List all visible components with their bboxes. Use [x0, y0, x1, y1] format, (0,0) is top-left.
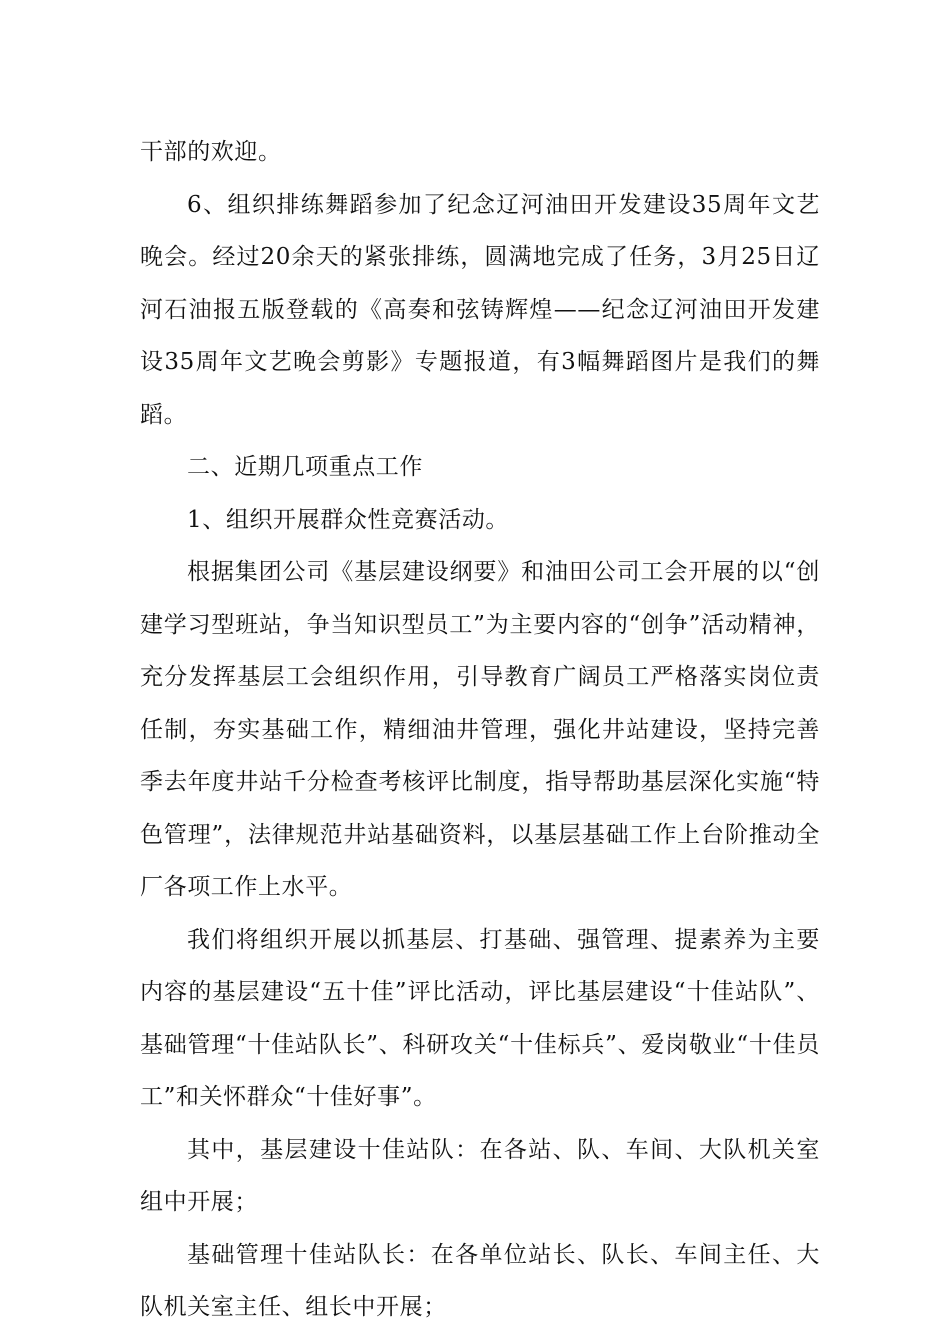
paragraph-fifty-best: 我们将组织开展以抓基层、打基础、强管理、提素养为主要内容的基层建设“五十佳”评比活动，评比基层建设“十佳站队”、基础管理“十佳站队长”、科研攻关“十佳标兵”、爱岗敬业“十佳员工”和关怀群众“十佳好事”。	[140, 926, 820, 1110]
paragraph-dance-rehearsal: 6、组织排练舞蹈参加了纪念辽河油田开发建设35周年文艺晚会。经过20余天的紧张排练，圆满地完成了任务，3月25日辽河石油报五版登载的《高奏和弦铸辉煌——纪念辽河油田开发建设35周年文艺晚会剪影》专题报道，有3幅舞蹈图片是我们的舞蹈。	[140, 191, 820, 428]
paragraph-best-team-leaders: 基础管理十佳站队长：在各单位站长、队长、车间主任、大队机关室主任、组长中开展；	[140, 1241, 820, 1320]
paragraph-best-teams: 其中，基层建设十佳站队：在各站、队、车间、大队机关室组中开展；	[140, 1136, 820, 1215]
section-heading-key-work: 二、近期几项重点工作	[187, 454, 423, 480]
paragraph-welcome: 干部的欢迎。	[140, 139, 282, 165]
subheading-competition: 1、组织开展群众性竞赛活动。	[187, 506, 510, 533]
paragraph-grassroots-construction: 根据集团公司《基层建设纲要》和油田公司工会开展的以“创建学习型班站，争当知识型员工”为主要内容的“创争”活动精神，充分发挥基层工会组织作用，引导教育广阔员工严格落实岗位责任制，夯实基础工作，精细油井管理，强化井站建设，坚持完善季去年度井站千分检查考核评比制度，指导帮助基层深化实施“特色管理”，法律规范井站基础资料，以基层基础工作上台阶推动全厂各项工作上水平。	[140, 559, 820, 900]
document-body	[140, 126, 820, 1334]
